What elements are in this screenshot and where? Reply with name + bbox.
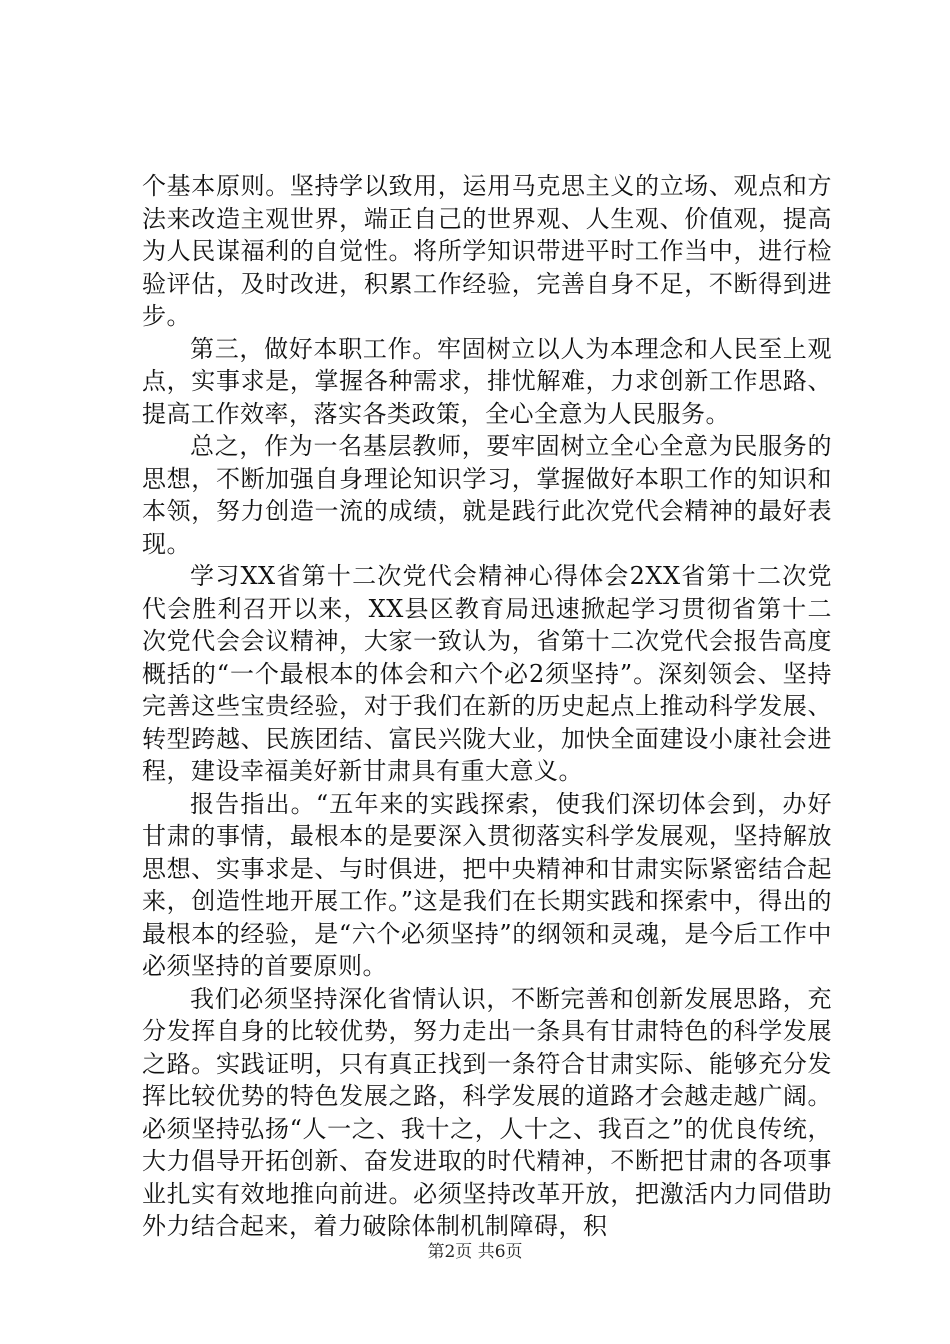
paragraph: 个基本原则。坚持学以致用，运用马克思主义的立场、观点和方法来改造主观世界，端正自己的世界观、人生观、价值观，提高为人民谋福利的自觉性。将所学知识带进平时工作当中，进行检验评估，及时改进，积累工作经验，完善自身不足，不断得到进步。 <box>142 172 832 330</box>
paragraph: 第三，做好本职工作。牢固树立以人为本理念和人民至上观点，实事求是，掌握各种需求，排忧解难，力求创新工作思路、提高工作效率，落实各类政策，全心全意为人民服务。 <box>142 334 832 428</box>
paragraph: 学习XX省第十二次党代会精神心得体会2XX省第十二次党代会胜利召开以来，XX县区教育局迅速掀起学习贯彻省第十二次党代会会议精神，大家一致认为，省第十二次党代会报告高度概括的“一个最根本的体会和六个必2须坚持”。深刻领会、坚持完善这些宝贵经验，对于我们在新的历史起点上推动科学发展、转型跨越、民族团结、富民兴陇大业，加快全面建设小康社会进程，建设幸福美好新甘肃具有重大意义。 <box>142 562 832 785</box>
page-number-footer: 第2页 共6页 <box>427 1242 523 1262</box>
paragraph: 我们必须坚持深化省情认识，不断完善和创新发展思路，充分发挥自身的比较优势，努力走出一条具有甘肃特色的科学发展之路。实践证明，只有真正找到一条符合甘肃实际、能够充分发挥比较优势的特色发展之路，科学发展的道路才会越走越广阔。必须坚持弘扬“人一之、我十之，人十之、我百之”的优良传统，大力倡导开拓创新、奋发进取的时代精神，不断把甘肃的各项事业扎实有效地推向前进。必须坚持改革开放，把激活内力同借助外力结合起来，着力破除体制机制障碍，积 <box>142 984 832 1240</box>
paragraph: 总之，作为一名基层教师，要牢固树立全心全意为民服务的思想，不断加强自身理论知识学习，掌握做好本职工作的知识和本领，努力创造一流的成绩，就是践行此次党代会精神的最好表现。 <box>142 432 832 558</box>
paragraph: 报告指出。“五年来的实践探索，使我们深切体会到，办好甘肃的事情，最根本的是要深入贯彻落实科学发展观，坚持解放思想、实事求是、与时俱进，把中央精神和甘肃实际紧密结合起来，创造性地开展工作。”这是我们在长期实践和探索中，得出的最根本的经验，是“六个必须坚持”的纲领和灵魂，是今后工作中必须坚持的首要原则。 <box>142 789 832 980</box>
document-body <box>142 170 832 1243</box>
